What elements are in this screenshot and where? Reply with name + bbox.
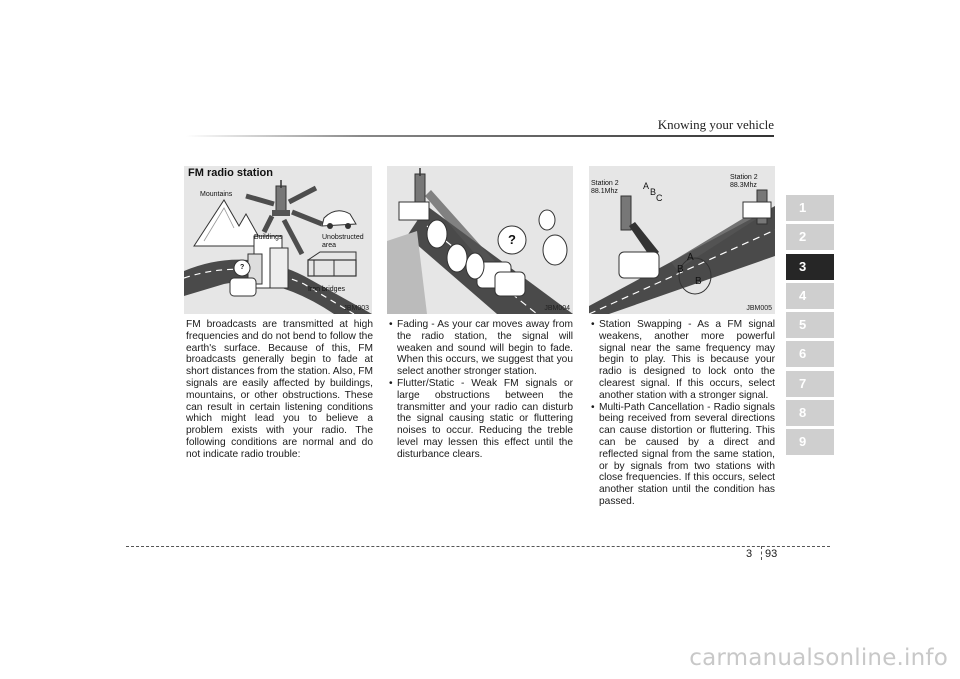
bullet-list — [387, 319, 573, 461]
label-iron-bridges: Iron bridges — [308, 286, 345, 293]
header-title: Knowing your vehicle — [657, 117, 774, 132]
list-item-station-swapping: • Station Swapping - As a FM signal weakens, another more powerful signal near the same frequency may begin to play. This is because your radio is designed to lock onto the clearest signal. If this occurs, select another station with a stronger signal. — [589, 319, 775, 402]
label-a-multipath: A — [687, 252, 694, 263]
figure-code: JBM005 — [746, 305, 772, 312]
intro-column — [186, 319, 373, 461]
figure-code: JBM003 — [343, 305, 369, 312]
chapter-tab-3[interactable]: 3 — [786, 254, 834, 280]
header-rule — [186, 135, 774, 137]
page-chapter-number: 3 — [746, 548, 753, 560]
footer-rule — [126, 546, 830, 547]
watermark: carmanualsonline.info — [689, 645, 948, 671]
label-a: A — [643, 181, 650, 191]
label-b-multipath: B — [677, 264, 684, 275]
label-buildings: Buildings — [254, 234, 283, 241]
chapter-tab-4[interactable]: 4 — [786, 283, 834, 309]
figure-fm-radio-station — [184, 166, 372, 314]
list-item-multi-path: • Multi-Path Cancellation - Radio signals being received from several directions can cause distortion or fluttering. This can be caused by a direct and reflected signal from the same station, or by signals from two stations with close frequencies. If this occurs, select another station until the condition has passed. — [589, 402, 775, 508]
label-c: C — [656, 193, 663, 203]
label-question: ? — [240, 264, 245, 271]
list-item-fading: • Fading - As your car moves away from the radio station, the signal will weaken and sound will begin to fade. When this occurs, we suggest that you select another stronger station. — [387, 319, 573, 378]
label-b-multipath-2: B — [695, 276, 702, 287]
chapter-tab-9[interactable]: 9 — [786, 429, 834, 455]
label-station-left: Station 2 88.1Mhz — [591, 180, 619, 195]
bullet-list — [589, 319, 775, 508]
intro-paragraph: FM broadcasts are transmitted at high frequencies and do not bend to follow the earth's surface. Because of this, FM broadcasts generally begin to fade at short distances from the station. Also, FM signals are easily affected by buildings, mountains, or other obstructions. These can result in certain listening conditions which might lead you to believe a problem exists with your radio. The following conditions are normal and do not indicate radio trouble: — [186, 319, 373, 460]
figure-fading — [387, 166, 573, 314]
figure-station-swapping — [589, 166, 775, 314]
fading-illustration — [387, 166, 573, 314]
chapter-tab-6[interactable]: 6 — [786, 341, 834, 367]
label-station-right: Station 2 88.3Mhz — [730, 174, 758, 189]
chapter-tabs — [786, 195, 834, 459]
chapter-tab-5[interactable]: 5 — [786, 312, 834, 338]
figure-title: FM radio station — [188, 167, 273, 179]
label-mountains: Mountains — [200, 191, 233, 198]
chapter-tab-1[interactable]: 1 — [786, 195, 834, 221]
list-item-flutter-static: • Flutter/Static - Weak FM signals or large obstructions between the transmitter and your radio can disturb the signal causing static or fluttering noises to occur. Reducing the treble level may lessen this effect until the disturbance clears. — [387, 378, 573, 461]
page-number: 93 — [765, 548, 778, 560]
bullets-column-3 — [589, 319, 775, 508]
label-unobstructed-area: Unobstructed area — [322, 234, 364, 249]
label-b: B — [650, 187, 657, 197]
bullets-column-2 — [387, 319, 573, 461]
label-question: ? — [508, 232, 516, 247]
figure-code: JBM004 — [544, 305, 570, 312]
chapter-tab-7[interactable]: 7 — [786, 371, 834, 397]
footer-divider — [761, 546, 762, 560]
chapter-tab-8[interactable]: 8 — [786, 400, 834, 426]
chapter-tab-2[interactable]: 2 — [786, 224, 834, 250]
